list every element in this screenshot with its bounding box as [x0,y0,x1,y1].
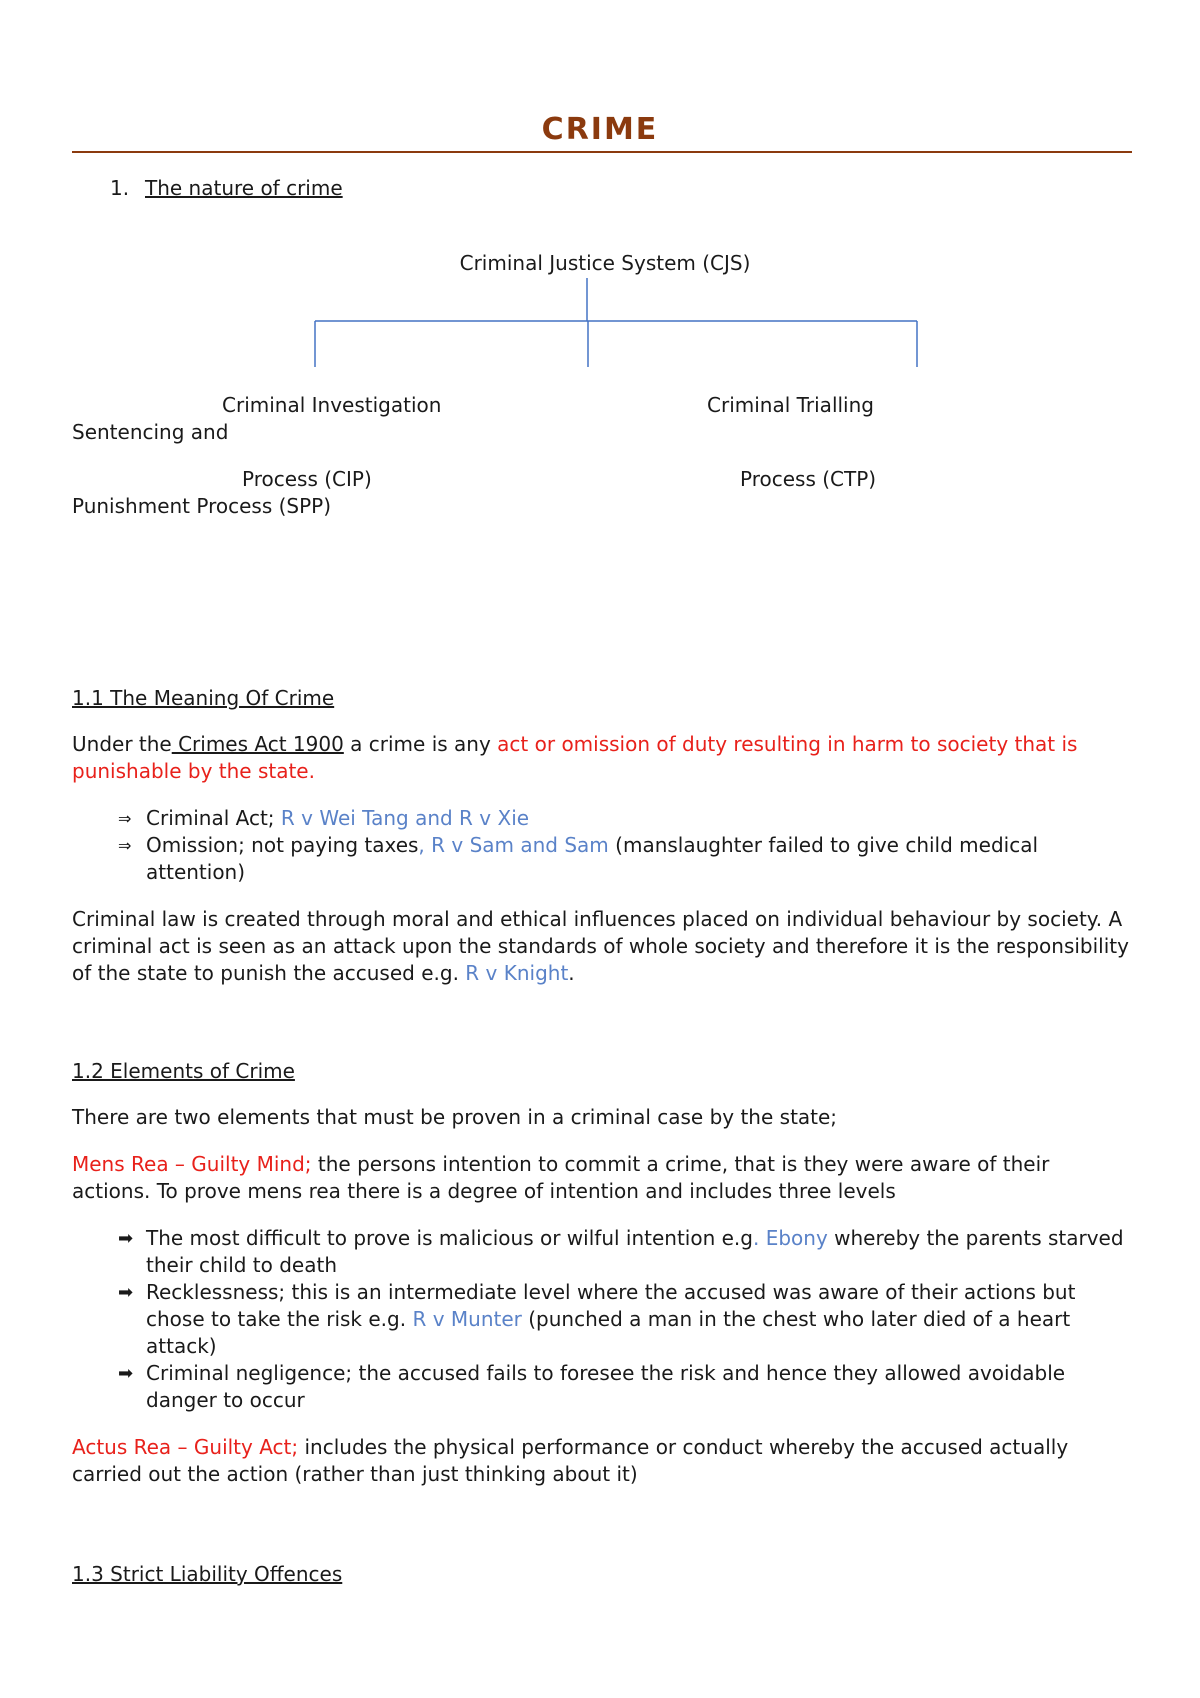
document-title: CRIME [541,112,659,147]
definition-highlight: act or omission of duty resulting in harm to society that is punishable by the state. [72,732,1078,783]
arrow-icon: ➡ [118,1282,134,1303]
branch-spp-line2: Punishment Process (SPP) [72,494,332,518]
case-reference: R v Wei Tang and R v Xie [280,806,530,830]
mens-rea-term: Mens Rea – Guilty Mind; [72,1152,312,1176]
actus-rea-paragraph [72,1434,1132,1488]
case-reference: R v Knight [465,961,569,985]
list-item [72,805,1132,832]
text-span: Criminal law is created through moral and ethical influences placed on individual behaviour by society. A criminal act is seen as an attack upon the standards of whole society and therefore it is the responsibility of the state to punish the accused e.g. [72,907,1129,985]
text-span: a crime is any [343,732,498,756]
text-span: (punched a man in the chest who later died of a heart attack) [146,1307,1071,1358]
text-span: Criminal Act; [146,806,281,830]
section-1-1-body [72,731,1132,987]
arrow-icon: ⇒ [118,836,132,855]
text-span: includes the physical performance or conduct whereby the accused actually carried out the action (rather than just thinking about it) [72,1435,1069,1486]
arrow-icon: ➡ [118,1363,134,1384]
bullet-list [72,805,1132,886]
case-reference: R v Munter [412,1307,522,1331]
branch-cip-line2: Process (CIP) [242,467,372,491]
text-span: . [568,961,575,985]
text-span: (manslaughter failed to give child medical attention) [146,833,1039,884]
branch-ctp-line2: Process (CTP) [740,467,877,491]
section-1-3-heading: 1.3 Strict Liability Offences [72,1562,343,1586]
section-1-heading: The nature of crime [145,176,343,200]
list-item [72,1279,1132,1360]
diagram-root-label: Criminal Justice System (CJS) [459,251,751,275]
branch-spp-line1: Sentencing and [72,420,229,444]
case-reference: , R v Sam and Sam [418,833,609,857]
crime-definition-paragraph [72,731,1132,785]
case-reference: . Ebony [752,1226,828,1250]
arrow-icon: ⇒ [118,809,132,828]
branch-ctp-line1: Criminal Trialling [707,393,874,417]
text-span: The most difficult to prove is malicious or wilful intention e.g [146,1226,753,1250]
section-1-number: 1. [110,176,130,200]
text-span: Recklessness; this is an intermediate level where the accused was aware of their actions but chose to take the risk e.g. [146,1280,1076,1331]
text-span: the persons intention to commit a crime, that is they were aware of their actions. To prove mens rea there is a degree of intention and includes three levels [72,1152,1050,1203]
elements-intro: There are two elements that must be proven in a criminal case by the state; [72,1105,838,1129]
section-1-2-body [72,1104,1132,1488]
text-span: Omission; not paying taxes [146,833,419,857]
list-item [72,1225,1132,1279]
crimes-act-reference: Crimes Act 1900 [171,732,344,756]
text-span: Under the [72,732,172,756]
list-item [72,1360,1132,1414]
text-span: whereby the parents starved their child to death [146,1226,1124,1277]
section-1-1-heading: 1.1 The Meaning Of Crime [72,686,335,710]
diagram-connectors [0,0,1200,380]
text-span: Criminal negligence; the accused fails to foresee the risk and hence they allowed avoidable danger to occur [146,1361,1066,1412]
criminal-law-paragraph [72,906,1132,987]
arrow-icon: ➡ [118,1228,134,1249]
actus-rea-term: Actus Rea – Guilty Act; [72,1435,299,1459]
branch-cip-line1: Criminal Investigation [222,393,442,417]
mens-rea-paragraph [72,1151,1132,1205]
list-item [72,832,1132,886]
section-1-2-heading: 1.2 Elements of Crime [72,1059,295,1083]
intention-levels-list [72,1225,1132,1414]
